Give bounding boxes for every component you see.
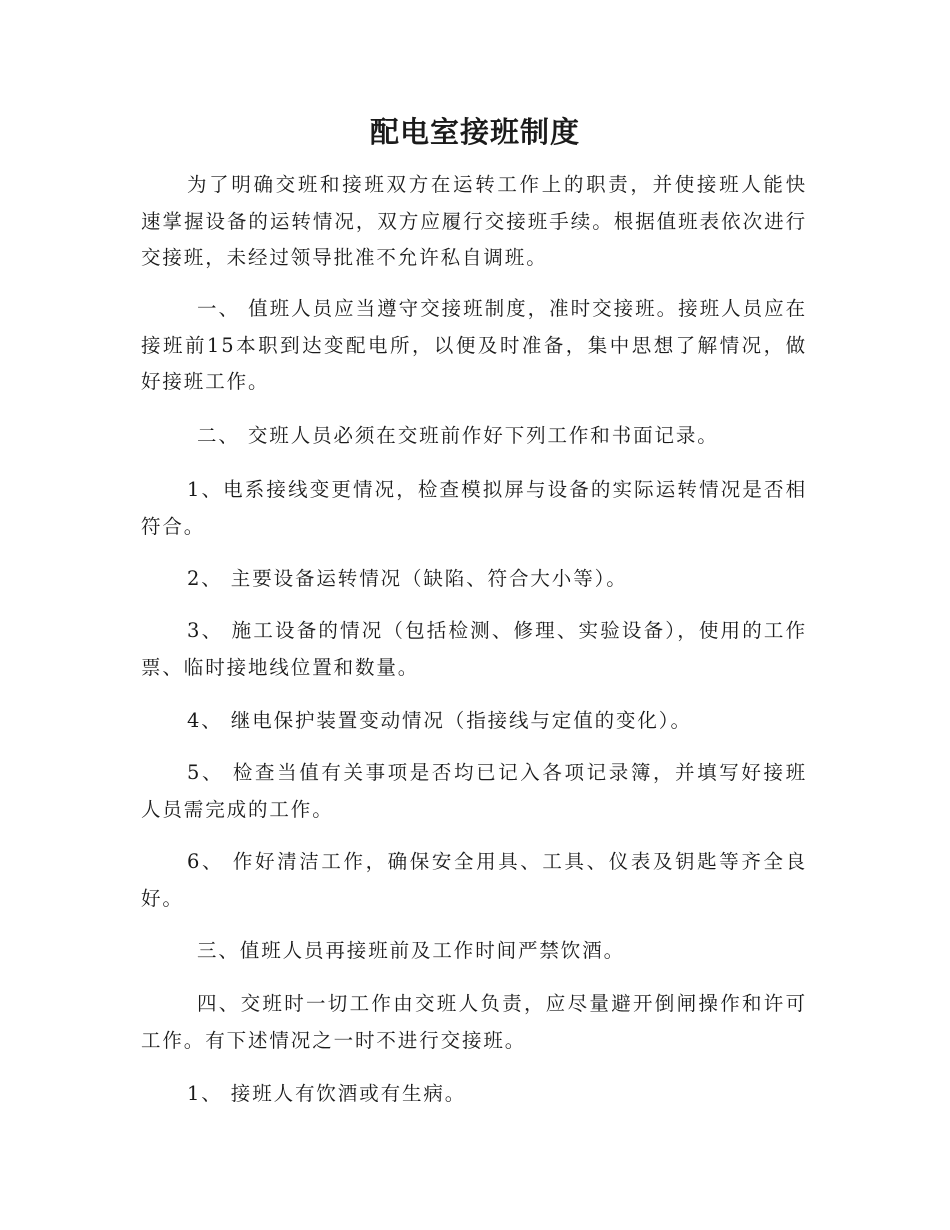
list-item-1: 1、电系接线变更情况，检查模拟屏与设备的实际运转情况是否相符合。: [141, 478, 807, 538]
section-one-paragraph: 一、 值班人员应当遵守交接班制度，准时交接班。接班人员应在接班前15本职到达变配电所，以便及时准备，集中思想了解情况，做好接班工作。: [141, 297, 807, 393]
final-list-item-1: 1、 接班人有饮酒或有生病。: [187, 1082, 467, 1105]
intro-paragraph: 为了明确交班和接班双方在运转工作上的职责，并使接班人能快速掌握设备的运转情况，双方应履行交接班手续。根据值班表依次进行交接班，未经过领导批准不允许私自调班。: [141, 173, 807, 269]
list-item-4: 4、 继电保护装置变动情况（指接线与定值的变化）。: [187, 709, 692, 732]
list-item-2: 2、 主要设备运转情况（缺陷、符合大小等）。: [187, 567, 628, 590]
section-three-paragraph: 三、值班人员再接班前及工作时间严禁饮酒。: [197, 939, 626, 962]
section-four-paragraph: 四、交班时一切工作由交班人负责，应尽量避开倒闸操作和许可工作。有下述情况之一时不进行交接班。: [141, 992, 807, 1052]
section-two-heading: 二、 交班人员必须在交班前作好下列工作和书面记录。: [197, 424, 719, 447]
document-title: 配电室接班制度: [369, 115, 580, 149]
list-item-5: 5、 检查当值有关事项是否均已记入各项记录簿，并填写好接班人员需完成的工作。: [141, 761, 807, 821]
list-item-6: 6、 作好清洁工作，确保安全用具、工具、仪表及钥匙等齐全良好。: [141, 850, 807, 910]
list-item-3: 3、 施工设备的情况（包括检测、修理、实验设备），使用的工作票、临时接地线位置和数量。: [141, 619, 807, 679]
